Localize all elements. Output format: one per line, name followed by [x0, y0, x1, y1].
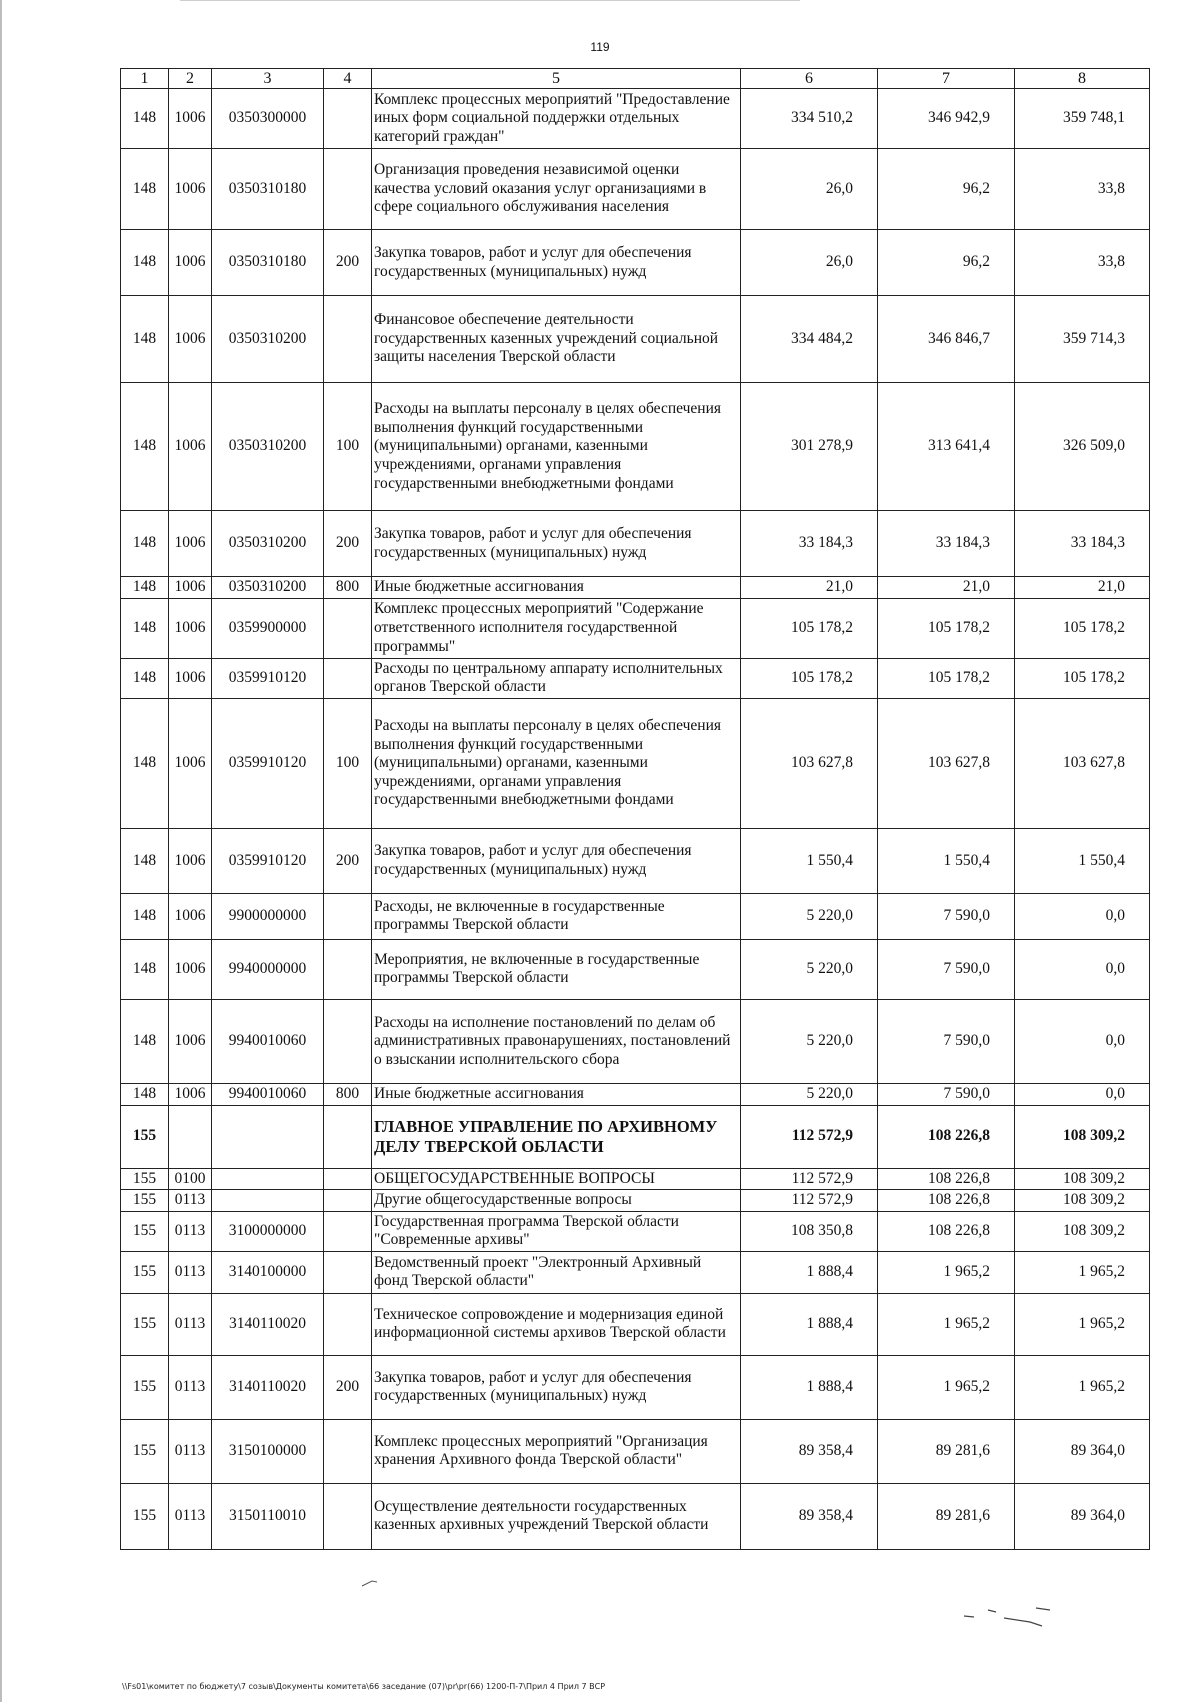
row-col3-cell: 9900000000 — [212, 893, 324, 939]
row-description-cell: Иные бюджетные ассигнования — [372, 577, 741, 599]
table-row — [121, 89, 1150, 149]
row-value-col6-cell: 301 278,9 — [741, 383, 878, 511]
row-value-col6-cell: 89 358,4 — [741, 1483, 878, 1549]
row-col4-cell — [324, 598, 372, 658]
row-col2-cell: 1006 — [169, 893, 212, 939]
row-value-col8-cell: 1 965,2 — [1015, 1251, 1150, 1293]
column-header: 2 — [169, 69, 212, 89]
row-col4-cell: 800 — [324, 577, 372, 599]
row-description-cell: Расходы, не включенные в государственные программы Тверской области — [372, 893, 741, 939]
row-value-col6-cell: 1 888,4 — [741, 1251, 878, 1293]
row-value-col7-cell: 89 281,6 — [878, 1483, 1015, 1549]
row-description-cell: Закупка товаров, работ и услуг для обеспечения государственных (муниципальных) нужд — [372, 511, 741, 577]
row-value-col7-cell: 346 846,7 — [878, 296, 1015, 383]
row-col1-cell: 148 — [121, 1083, 169, 1105]
column-header: 6 — [741, 69, 878, 89]
row-col4-cell — [324, 1105, 372, 1168]
pen-mark — [360, 1577, 380, 1589]
footer-file-path: \\Fs01\комитет по бюджету\7 созыв\Документы комитета\66 заседание (07)\pr\pr(66) 1200-П-7\Прил 4 Прил 7 ВСР — [122, 1682, 606, 1691]
row-description-cell: Мероприятия, не включенные в государственные программы Тверской области — [372, 939, 741, 999]
row-value-col6-cell: 1 888,4 — [741, 1355, 878, 1419]
row-col1-cell: 155 — [121, 1355, 169, 1419]
column-header: 8 — [1015, 69, 1150, 89]
row-value-col8-cell: 359 714,3 — [1015, 296, 1150, 383]
table-row — [121, 1190, 1150, 1212]
row-value-col6-cell: 21,0 — [741, 577, 878, 599]
row-col4-cell: 100 — [324, 698, 372, 828]
row-value-col8-cell: 108 309,2 — [1015, 1168, 1150, 1190]
row-col1-cell: 148 — [121, 893, 169, 939]
column-header: 3 — [212, 69, 324, 89]
row-col1-cell: 148 — [121, 296, 169, 383]
budget-table — [120, 68, 1150, 1550]
row-description-cell: Ведомственный проект "Электронный Архивный фонд Тверской области" — [372, 1251, 741, 1293]
row-col2-cell: 1006 — [169, 230, 212, 296]
row-value-col7-cell: 33 184,3 — [878, 511, 1015, 577]
row-col1-cell: 155 — [121, 1419, 169, 1483]
row-value-col6-cell: 1 550,4 — [741, 828, 878, 893]
row-description-cell: Комплекс процессных мероприятий "Содержание ответственного исполнителя государственной программы" — [372, 598, 741, 658]
column-header: 7 — [878, 69, 1015, 89]
row-value-col7-cell: 313 641,4 — [878, 383, 1015, 511]
table-row — [121, 1251, 1150, 1293]
row-value-col8-cell: 108 309,2 — [1015, 1190, 1150, 1212]
row-col2-cell: 0113 — [169, 1211, 212, 1251]
row-col3-cell: 3150100000 — [212, 1419, 324, 1483]
row-col4-cell: 100 — [324, 383, 372, 511]
row-value-col8-cell: 1 965,2 — [1015, 1355, 1150, 1419]
row-col4-cell — [324, 1293, 372, 1355]
row-col3-cell: 9940010060 — [212, 1083, 324, 1105]
row-col3-cell: 3100000000 — [212, 1211, 324, 1251]
row-col2-cell: 0113 — [169, 1190, 212, 1212]
column-header: 1 — [121, 69, 169, 89]
table-row — [121, 577, 1150, 599]
row-value-col6-cell: 5 220,0 — [741, 999, 878, 1083]
row-value-col7-cell: 1 965,2 — [878, 1355, 1015, 1419]
row-value-col8-cell: 359 748,1 — [1015, 89, 1150, 149]
row-value-col6-cell: 103 627,8 — [741, 698, 878, 828]
row-description-cell: Осуществление деятельности государственных казенных архивных учреждений Тверской области — [372, 1483, 741, 1549]
row-value-col6-cell: 5 220,0 — [741, 893, 878, 939]
row-value-col7-cell: 346 942,9 — [878, 89, 1015, 149]
row-col4-cell: 200 — [324, 230, 372, 296]
row-col2-cell: 0113 — [169, 1293, 212, 1355]
row-description-cell: Закупка товаров, работ и услуг для обеспечения государственных (муниципальных) нужд — [372, 1355, 741, 1419]
row-col1-cell: 148 — [121, 598, 169, 658]
row-value-col7-cell: 1 965,2 — [878, 1293, 1015, 1355]
row-description-cell: Расходы на исполнение постановлений по делам об административных правонарушениях, постановлений о взыскании исполнительского сбора — [372, 999, 741, 1083]
row-value-col6-cell: 5 220,0 — [741, 1083, 878, 1105]
row-col4-cell — [324, 149, 372, 230]
table-row — [121, 939, 1150, 999]
row-col2-cell: 1006 — [169, 598, 212, 658]
row-value-col7-cell: 103 627,8 — [878, 698, 1015, 828]
row-col4-cell — [324, 658, 372, 698]
row-value-col7-cell: 96,2 — [878, 230, 1015, 296]
row-col2-cell: 1006 — [169, 698, 212, 828]
table-row — [121, 1419, 1150, 1483]
row-col4-cell — [324, 89, 372, 149]
row-col2-cell: 1006 — [169, 658, 212, 698]
row-description-cell: Государственная программа Тверской области "Современные архивы" — [372, 1211, 741, 1251]
row-col4-cell — [324, 1168, 372, 1190]
table-row — [121, 1483, 1150, 1549]
row-value-col6-cell: 112 572,9 — [741, 1190, 878, 1212]
row-value-col8-cell: 0,0 — [1015, 939, 1150, 999]
pen-mark — [960, 1600, 1070, 1630]
row-value-col8-cell: 326 509,0 — [1015, 383, 1150, 511]
row-col3-cell: 0359910120 — [212, 828, 324, 893]
row-col2-cell: 1006 — [169, 296, 212, 383]
row-col3-cell: 3140110020 — [212, 1293, 324, 1355]
row-col2-cell: 1006 — [169, 999, 212, 1083]
row-col1-cell: 155 — [121, 1168, 169, 1190]
row-value-col6-cell: 112 572,9 — [741, 1105, 878, 1168]
table-row — [121, 1168, 1150, 1190]
row-col2-cell: 0113 — [169, 1483, 212, 1549]
row-col1-cell: 155 — [121, 1105, 169, 1168]
row-col3-cell: 0350310180 — [212, 230, 324, 296]
row-col2-cell: 1006 — [169, 939, 212, 999]
row-value-col8-cell: 33,8 — [1015, 230, 1150, 296]
row-col1-cell: 155 — [121, 1211, 169, 1251]
row-value-col7-cell: 108 226,8 — [878, 1105, 1015, 1168]
table-row — [121, 296, 1150, 383]
row-description-cell: ГЛАВНОЕ УПРАВЛЕНИЕ ПО АРХИВНОМУ ДЕЛУ ТВЕРСКОЙ ОБЛАСТИ — [372, 1105, 741, 1168]
row-col1-cell: 148 — [121, 89, 169, 149]
column-header: 4 — [324, 69, 372, 89]
row-value-col6-cell: 33 184,3 — [741, 511, 878, 577]
row-description-cell: Другие общегосударственные вопросы — [372, 1190, 741, 1212]
row-description-cell: Комплекс процессных мероприятий "Организация хранения Архивного фонда Тверской области" — [372, 1419, 741, 1483]
table-row — [121, 1211, 1150, 1251]
row-value-col8-cell: 0,0 — [1015, 893, 1150, 939]
row-col4-cell: 200 — [324, 511, 372, 577]
row-col3-cell: 3140110020 — [212, 1355, 324, 1419]
row-value-col8-cell: 105 178,2 — [1015, 658, 1150, 698]
row-col2-cell — [169, 1105, 212, 1168]
row-value-col6-cell: 112 572,9 — [741, 1168, 878, 1190]
row-col1-cell: 155 — [121, 1293, 169, 1355]
row-col1-cell: 155 — [121, 1190, 169, 1212]
row-description-cell: Иные бюджетные ассигнования — [372, 1083, 741, 1105]
row-col2-cell: 0113 — [169, 1355, 212, 1419]
row-value-col6-cell: 108 350,8 — [741, 1211, 878, 1251]
row-col3-cell: 9940010060 — [212, 999, 324, 1083]
row-col3-cell: 0350310200 — [212, 296, 324, 383]
row-col2-cell: 0100 — [169, 1168, 212, 1190]
row-col1-cell: 148 — [121, 828, 169, 893]
table-row — [121, 658, 1150, 698]
table-row — [121, 383, 1150, 511]
row-col2-cell: 1006 — [169, 828, 212, 893]
row-col3-cell: 9940000000 — [212, 939, 324, 999]
row-col1-cell: 148 — [121, 149, 169, 230]
row-col4-cell — [324, 893, 372, 939]
row-col4-cell — [324, 999, 372, 1083]
row-col1-cell: 148 — [121, 698, 169, 828]
row-col3-cell: 0350310200 — [212, 511, 324, 577]
page-number: 119 — [590, 40, 610, 54]
row-value-col8-cell: 33,8 — [1015, 149, 1150, 230]
row-description-cell: Расходы на выплаты персоналу в целях обеспечения выполнения функций государственными (муниципальными) органами, казенными учреждениями, органами управления государственными внебюджетными фондами — [372, 698, 741, 828]
row-col2-cell: 1006 — [169, 383, 212, 511]
page-left-border — [0, 0, 2, 1702]
row-value-col7-cell: 7 590,0 — [878, 893, 1015, 939]
row-col3-cell: 0350310200 — [212, 383, 324, 511]
row-value-col8-cell: 33 184,3 — [1015, 511, 1150, 577]
table-row — [121, 828, 1150, 893]
row-value-col7-cell: 21,0 — [878, 577, 1015, 599]
row-col3-cell: 3140100000 — [212, 1251, 324, 1293]
row-col1-cell: 148 — [121, 939, 169, 999]
table-row — [121, 893, 1150, 939]
row-value-col7-cell: 108 226,8 — [878, 1190, 1015, 1212]
row-col3-cell: 0359900000 — [212, 598, 324, 658]
row-value-col7-cell: 7 590,0 — [878, 939, 1015, 999]
row-value-col6-cell: 105 178,2 — [741, 598, 878, 658]
row-value-col7-cell: 1 550,4 — [878, 828, 1015, 893]
row-col1-cell: 148 — [121, 383, 169, 511]
table-row — [121, 511, 1150, 577]
row-col2-cell: 0113 — [169, 1419, 212, 1483]
row-value-col8-cell: 89 364,0 — [1015, 1419, 1150, 1483]
table-row — [121, 598, 1150, 658]
row-col2-cell: 1006 — [169, 577, 212, 599]
table-row — [121, 698, 1150, 828]
row-col3-cell — [212, 1190, 324, 1212]
row-col4-cell: 800 — [324, 1083, 372, 1105]
row-value-col7-cell: 105 178,2 — [878, 658, 1015, 698]
row-description-cell: Организация проведения независимой оценки качества условий оказания услуг организациями в сфере социального обслуживания населения — [372, 149, 741, 230]
page-top-line — [180, 0, 800, 1]
table-row — [121, 1355, 1150, 1419]
row-description-cell: Техническое сопровождение и модернизация единой информационной системы архивов Тверской области — [372, 1293, 741, 1355]
row-value-col6-cell: 89 358,4 — [741, 1419, 878, 1483]
row-col2-cell: 1006 — [169, 89, 212, 149]
row-value-col6-cell: 5 220,0 — [741, 939, 878, 999]
row-value-col6-cell: 26,0 — [741, 149, 878, 230]
row-value-col7-cell: 108 226,8 — [878, 1211, 1015, 1251]
row-description-cell: Закупка товаров, работ и услуг для обеспечения государственных (муниципальных) нужд — [372, 828, 741, 893]
row-col2-cell: 1006 — [169, 511, 212, 577]
row-value-col7-cell: 96,2 — [878, 149, 1015, 230]
row-value-col8-cell: 1 965,2 — [1015, 1293, 1150, 1355]
row-col4-cell — [324, 1251, 372, 1293]
row-value-col7-cell: 105 178,2 — [878, 598, 1015, 658]
row-description-cell: Расходы по центральному аппарату исполнительных органов Тверской области — [372, 658, 741, 698]
row-col4-cell — [324, 1211, 372, 1251]
row-col3-cell: 0359910120 — [212, 698, 324, 828]
row-col4-cell — [324, 939, 372, 999]
row-col2-cell: 0113 — [169, 1251, 212, 1293]
row-description-cell: Комплекс процессных мероприятий "Предоставление иных форм социальной поддержки отдельных категорий граждан" — [372, 89, 741, 149]
row-col1-cell: 148 — [121, 230, 169, 296]
table-row — [121, 1105, 1150, 1168]
column-header: 5 — [372, 69, 741, 89]
table-row — [121, 1293, 1150, 1355]
row-col3-cell — [212, 1168, 324, 1190]
row-value-col7-cell: 1 965,2 — [878, 1251, 1015, 1293]
row-value-col6-cell: 26,0 — [741, 230, 878, 296]
row-value-col8-cell: 108 309,2 — [1015, 1211, 1150, 1251]
row-description-cell: Финансовое обеспечение деятельности государственных казенных учреждений социальной защиты населения Тверской области — [372, 296, 741, 383]
row-value-col8-cell: 0,0 — [1015, 1083, 1150, 1105]
row-col1-cell: 148 — [121, 511, 169, 577]
table-header-row — [121, 69, 1150, 89]
row-value-col7-cell: 89 281,6 — [878, 1419, 1015, 1483]
row-col3-cell: 0350300000 — [212, 89, 324, 149]
row-col1-cell: 148 — [121, 577, 169, 599]
table-row — [121, 999, 1150, 1083]
row-col4-cell: 200 — [324, 828, 372, 893]
row-col4-cell — [324, 1419, 372, 1483]
row-col4-cell — [324, 1190, 372, 1212]
row-value-col6-cell: 105 178,2 — [741, 658, 878, 698]
row-value-col8-cell: 0,0 — [1015, 999, 1150, 1083]
row-col4-cell — [324, 1483, 372, 1549]
row-col1-cell: 155 — [121, 1483, 169, 1549]
row-description-cell: Расходы на выплаты персоналу в целях обеспечения выполнения функций государственными (муниципальными) органами, казенными учреждениями, органами управления государственными внебюджетными фондами — [372, 383, 741, 511]
row-col4-cell — [324, 296, 372, 383]
row-value-col6-cell: 1 888,4 — [741, 1293, 878, 1355]
row-value-col6-cell: 334 484,2 — [741, 296, 878, 383]
table-row — [121, 1083, 1150, 1105]
row-description-cell: ОБЩЕГОСУДАРСТВЕННЫЕ ВОПРОСЫ — [372, 1168, 741, 1190]
row-col3-cell: 0350310180 — [212, 149, 324, 230]
row-description-cell: Закупка товаров, работ и услуг для обеспечения государственных (муниципальных) нужд — [372, 230, 741, 296]
row-col1-cell: 148 — [121, 658, 169, 698]
row-value-col8-cell: 105 178,2 — [1015, 598, 1150, 658]
row-value-col7-cell: 108 226,8 — [878, 1168, 1015, 1190]
row-col3-cell: 3150110010 — [212, 1483, 324, 1549]
row-col3-cell — [212, 1105, 324, 1168]
row-col1-cell: 155 — [121, 1251, 169, 1293]
row-value-col7-cell: 7 590,0 — [878, 999, 1015, 1083]
row-value-col8-cell: 1 550,4 — [1015, 828, 1150, 893]
table-row — [121, 149, 1150, 230]
row-value-col6-cell: 334 510,2 — [741, 89, 878, 149]
table-row — [121, 230, 1150, 296]
row-value-col8-cell: 103 627,8 — [1015, 698, 1150, 828]
row-value-col8-cell: 21,0 — [1015, 577, 1150, 599]
row-col1-cell: 148 — [121, 999, 169, 1083]
row-col3-cell: 0350310200 — [212, 577, 324, 599]
row-col4-cell: 200 — [324, 1355, 372, 1419]
row-value-col8-cell: 89 364,0 — [1015, 1483, 1150, 1549]
row-col2-cell: 1006 — [169, 1083, 212, 1105]
row-value-col8-cell: 108 309,2 — [1015, 1105, 1150, 1168]
row-col3-cell: 0359910120 — [212, 658, 324, 698]
row-value-col7-cell: 7 590,0 — [878, 1083, 1015, 1105]
row-col2-cell: 1006 — [169, 149, 212, 230]
